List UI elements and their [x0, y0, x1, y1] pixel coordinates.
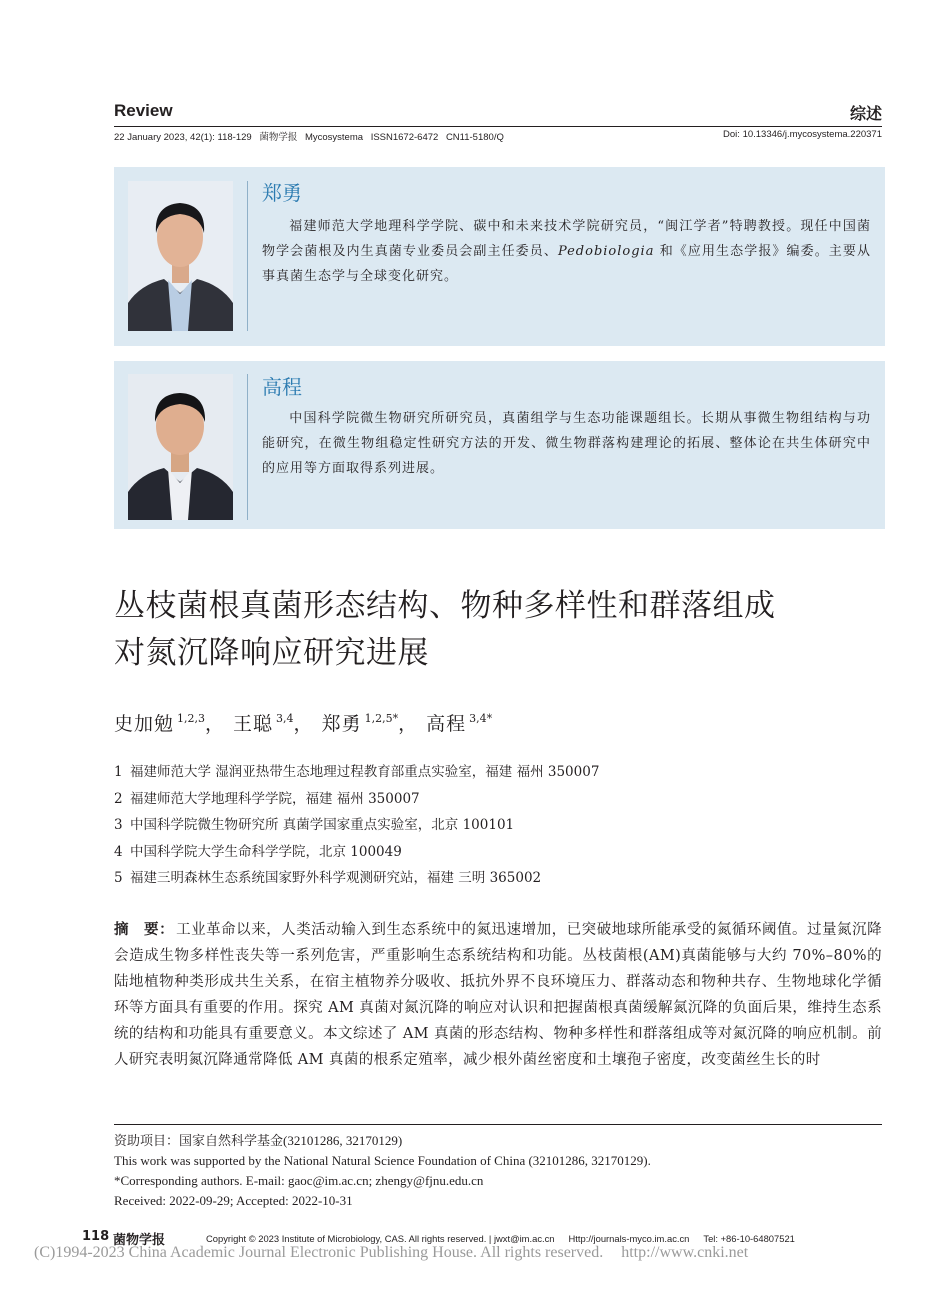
page-number: 118: [82, 1229, 110, 1244]
corresponding-authors: *Corresponding authors. E-mail: gaoc@im.ac.cn; zhengy@fjnu.edu.cn: [114, 1173, 484, 1188]
author-bio-zheng: [114, 167, 885, 346]
section-label-cn: 综述: [849, 104, 882, 123]
author-photo: [128, 374, 233, 520]
bio-name: 郑勇: [262, 181, 302, 205]
received-accepted: Received: 2022-09-29; Accepted: 2022-10-31: [114, 1193, 353, 1208]
affiliation: 3 中国科学院微生物研究所 真菌学国家重点实验室，北京 100101: [114, 817, 515, 833]
author-photo: [128, 181, 233, 331]
author: 高程 $^{3,4*}$: [426, 712, 493, 735]
bio-text: 中国科学院微生物研究所研究员，真菌组学与生态功能课题组长。长期从事微生物组结构与功能研究，在微生物组稳定性研究方法的开发、微生物群落构建理论的拓展、整体论在共生体研究中的应用等方面取得系列进展。: [262, 411, 871, 476]
header-rule: [114, 126, 882, 127]
issue-date: 22 January 2023, 42(1): 118-129: [114, 132, 252, 143]
author-list: [114, 709, 492, 736]
bio-divider: [247, 181, 248, 331]
footer-journal: 菌物学报: [113, 1233, 166, 1248]
title-line: 丛枝菌根真菌形态结构、物种多样性和群落组成: [114, 588, 776, 624]
affiliations: [114, 759, 599, 892]
bio-text: 福建师范大学地理科学学院、碳中和未来技术学院研究员，“闽江学者”特聘教授。现任中国菌物学会菌根及内生真菌专业委员会副主任委员、Pedobiologia 和《应用生态学报》编委。主要从事真菌生态学与全球变化研究。: [262, 219, 871, 284]
author: 郑勇 $^{1,2,5*}$，: [321, 712, 419, 735]
journal-en: Mycosystema: [304, 132, 364, 143]
affiliation: 2 福建师范大学地理科学学院，福建 福州 350007: [114, 790, 420, 807]
abstract: [114, 917, 882, 1073]
journal-cn: 菌物学报: [259, 132, 298, 143]
affiliation: 4 中国科学院大学生命科学学院，北京 100049: [114, 843, 402, 860]
title-line: 对氮沉降响应研究进展: [114, 635, 429, 671]
author-bio-gao: [114, 361, 885, 529]
journal-name-italic: Pedobiologia: [557, 244, 655, 259]
abstract-text: 工业革命以来，人类活动输入到生态系统中的氮迅速增加，已突破地球所能承受的氮循环阈值。过量氮沉降会造成生物多样性丧失等一系列危害，严重影响生态系统结构和功能。丛枝菌根(AM)真菌能够与大约 70%–80%的陆地植物种类形成共生关系，在宿主植物养分吸收、抵抗外界不良环境压力、群落动态和物种共存、生物地球化学循环等方面具有重要的作用。探究 AM 真菌对氮沉降的响应对认识和把握菌根真菌缓解氮沉降的负面后果，维持生态系统的结构和功能具有重要意义。本文综述了 AM 真菌的形态结构、物种多样性和群落组成等对氮沉降的响应机制。前人研究表明氮沉降通常降低 AM 真菌的根系定殖率，减少根外菌丝密度和土壤孢子密度，改变菌丝生长的时: [114, 922, 882, 1068]
funding-note-en: This work was supported by the National Natural Science Foundation of China (32101286, 32170129).: [114, 1153, 651, 1168]
cn-number: CN11-5180/Q: [445, 132, 504, 143]
bio-name: 高程: [262, 375, 302, 399]
affiliation: 5 福建三明森林生态系统国家野外科学观测研究站，福建 三明 365002: [114, 870, 542, 886]
footer-copyright: Copyright © 2023 Institute of Microbiology, CAS. All rights reserved. | jwxt@im.ac.cn Http://journals-myco.im.ac.cn Tel: +86-10-64807521: [206, 1233, 795, 1244]
cnki-watermark: (C)1994-2023 China Academic Journal Electronic Publishing House. All rights reserved. http://www.cnki.net: [34, 1244, 749, 1261]
affiliation: 1 福建师范大学 湿润亚热带生态地理过程教育部重点实验室，福建 福州 350007: [114, 764, 600, 780]
article-title: [114, 583, 889, 677]
issn: ISSN1672-6472: [370, 132, 439, 143]
author: 史加勉 $^{1,2,3}$，: [114, 712, 226, 735]
author: 王聪 $^{3,4}$，: [233, 712, 314, 735]
abstract-label: 摘 要：: [114, 922, 175, 938]
journal-meta: [114, 129, 509, 143]
funding-note: 资助项目：国家自然科学基金(32101286, 32170129): [114, 1133, 403, 1148]
section-label: Review: [114, 101, 173, 120]
footnote-rule: [114, 1124, 882, 1125]
doi: Doi: 10.13346/j.mycosystema.220371: [723, 129, 882, 140]
bio-divider: [247, 374, 248, 520]
footnotes: [114, 1131, 651, 1211]
